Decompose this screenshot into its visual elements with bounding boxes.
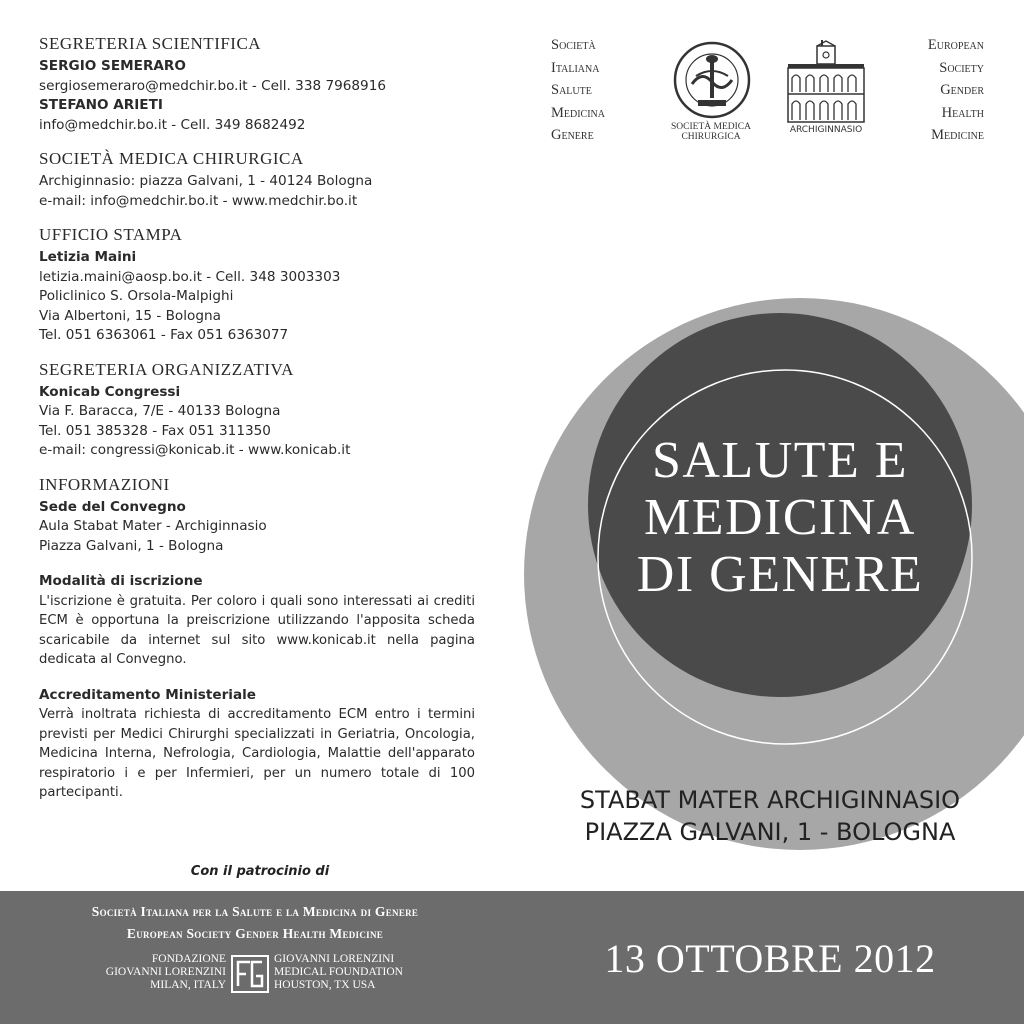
section-title: INFORMAZIONI — [39, 474, 170, 494]
logo-word: Società — [551, 37, 596, 53]
person-name: Letizia Maini — [39, 249, 137, 265]
contact-line: e-mail: info@medchir.bo.it - www.medchir.bo.it — [39, 192, 358, 209]
fgl-left-text — [106, 953, 226, 992]
section-title: UFFICIO STAMPA — [39, 225, 183, 244]
logo-word: Medicina — [551, 104, 605, 121]
title-line: SALUTE E — [651, 432, 909, 489]
logo-word: Salute — [551, 82, 592, 99]
footer-sponsor-line: Società Italiana per la Salute e la Medicina di Genere — [91, 904, 419, 919]
logo-word: European — [927, 37, 984, 53]
sede-line: Piazza Galvani, 1 - Bologna — [39, 537, 224, 554]
iscrizione-title: Modalità di iscrizione — [39, 573, 203, 589]
phone-line: Tel. 051 385328 - Fax 051 311350 — [39, 422, 271, 439]
section-title: SOCIETÀ MEDICA CHIRURGICA — [39, 149, 304, 168]
sede-line: Aula Stabat Mater - Archiginnasio — [39, 518, 267, 534]
contact-line: e-mail: congressi@konicab.it - www.konicab.it — [39, 442, 351, 458]
person-contact: info@medchir.bo.it - Cell. 349 8682492 — [39, 116, 306, 133]
logo-word: Health — [941, 104, 984, 121]
logo-word: Gender — [940, 82, 984, 99]
logo-word: Genere — [551, 127, 594, 144]
seal-caption-line: CHIRURGICA — [681, 132, 741, 142]
fgl-line: FONDAZIONE — [151, 953, 226, 965]
fgl-monogram-icon — [231, 955, 269, 993]
seal-caption-line: SOCIETÀ MEDICA — [671, 122, 751, 132]
logo-word: Italiana — [551, 59, 600, 76]
footer-sponsor-line: European Society Gender Health Medicine — [126, 926, 384, 941]
fgl-right-text — [274, 953, 403, 992]
event-date: 13 OTTOBRE 2012 — [604, 936, 936, 981]
title-line: MEDICINA — [644, 489, 916, 546]
section-title: SEGRETERIA ORGANIZZATIVA — [39, 359, 294, 379]
venue-line: PIAZZA GALVANI, 1 - BOLOGNA — [584, 818, 956, 846]
sede-title: Sede del Convegno — [39, 498, 186, 515]
person-contact: sergiosemeraro@medchir.bo.it - Cell. 338 7968916 — [39, 77, 386, 94]
person-name: SERGIO SEMERARO — [39, 58, 186, 74]
address-line: Via F. Baracca, 7/E - 40133 Bologna — [39, 403, 281, 419]
fgl-line: GIOVANNI LORENZINI — [274, 953, 395, 965]
archiginnasio-caption: ARCHIGINNASIO — [789, 125, 863, 135]
fgl-line: GIOVANNI LORENZINI — [105, 966, 226, 978]
patrocinio-label: Con il patrocinio di — [190, 864, 330, 879]
person-name: STEFANO ARIETI — [39, 97, 163, 113]
address-line: Archiginnasio: piazza Galvani, 1 - 40124 Bologna — [39, 173, 373, 189]
organization-name: Konicab Congressi — [39, 383, 181, 400]
venue-line: STABAT MATER ARCHIGINNASIO — [579, 786, 961, 814]
logo-word: Medicine — [931, 127, 984, 144]
fgl-line: MEDICAL FOUNDATION — [274, 966, 403, 978]
fgl-line: MILAN, ITALY — [150, 979, 226, 991]
phone-line: Tel. 051 6363061 - Fax 051 6363077 — [39, 327, 289, 343]
fgl-line: HOUSTON, TX USA — [274, 979, 376, 991]
place-line: Policlinico S. Orsola-Malpighi — [39, 288, 234, 304]
title-line: DI GENERE — [636, 546, 924, 603]
accreditamento-text: Verrà inoltrata richiesta di accreditamento ECM entro i termini previsti per Medici Chirurghi specializzati in Geriatria, Oncologia, Medicina Interna, Nefrologia, Cardiologia, Malattie dell'apparato respiratorio i e per Infermieri, per un numero totale di 100 partecipanti. — [39, 707, 475, 800]
accreditamento-title: Accreditamento Ministeriale — [39, 686, 257, 703]
iscrizione-text: L'iscrizione è gratuita. Per coloro i quali sono interessati ai crediti ECM è opportuna la preiscrizione utilizzando l'apposita scheda scaricabile da internet sul sito www.konicab.it nella pagina dedicata al Convegno. — [39, 593, 475, 667]
event-title — [588, 432, 972, 603]
address-line: Via Albertoni, 15 - Bologna — [39, 307, 221, 324]
section-title: SEGRETERIA SCIENTIFICA — [39, 34, 262, 53]
contact-line: letizia.maini@aosp.bo.it - Cell. 348 3003303 — [39, 268, 341, 285]
logo-word: Society — [939, 59, 984, 76]
venue-block — [520, 784, 1020, 848]
